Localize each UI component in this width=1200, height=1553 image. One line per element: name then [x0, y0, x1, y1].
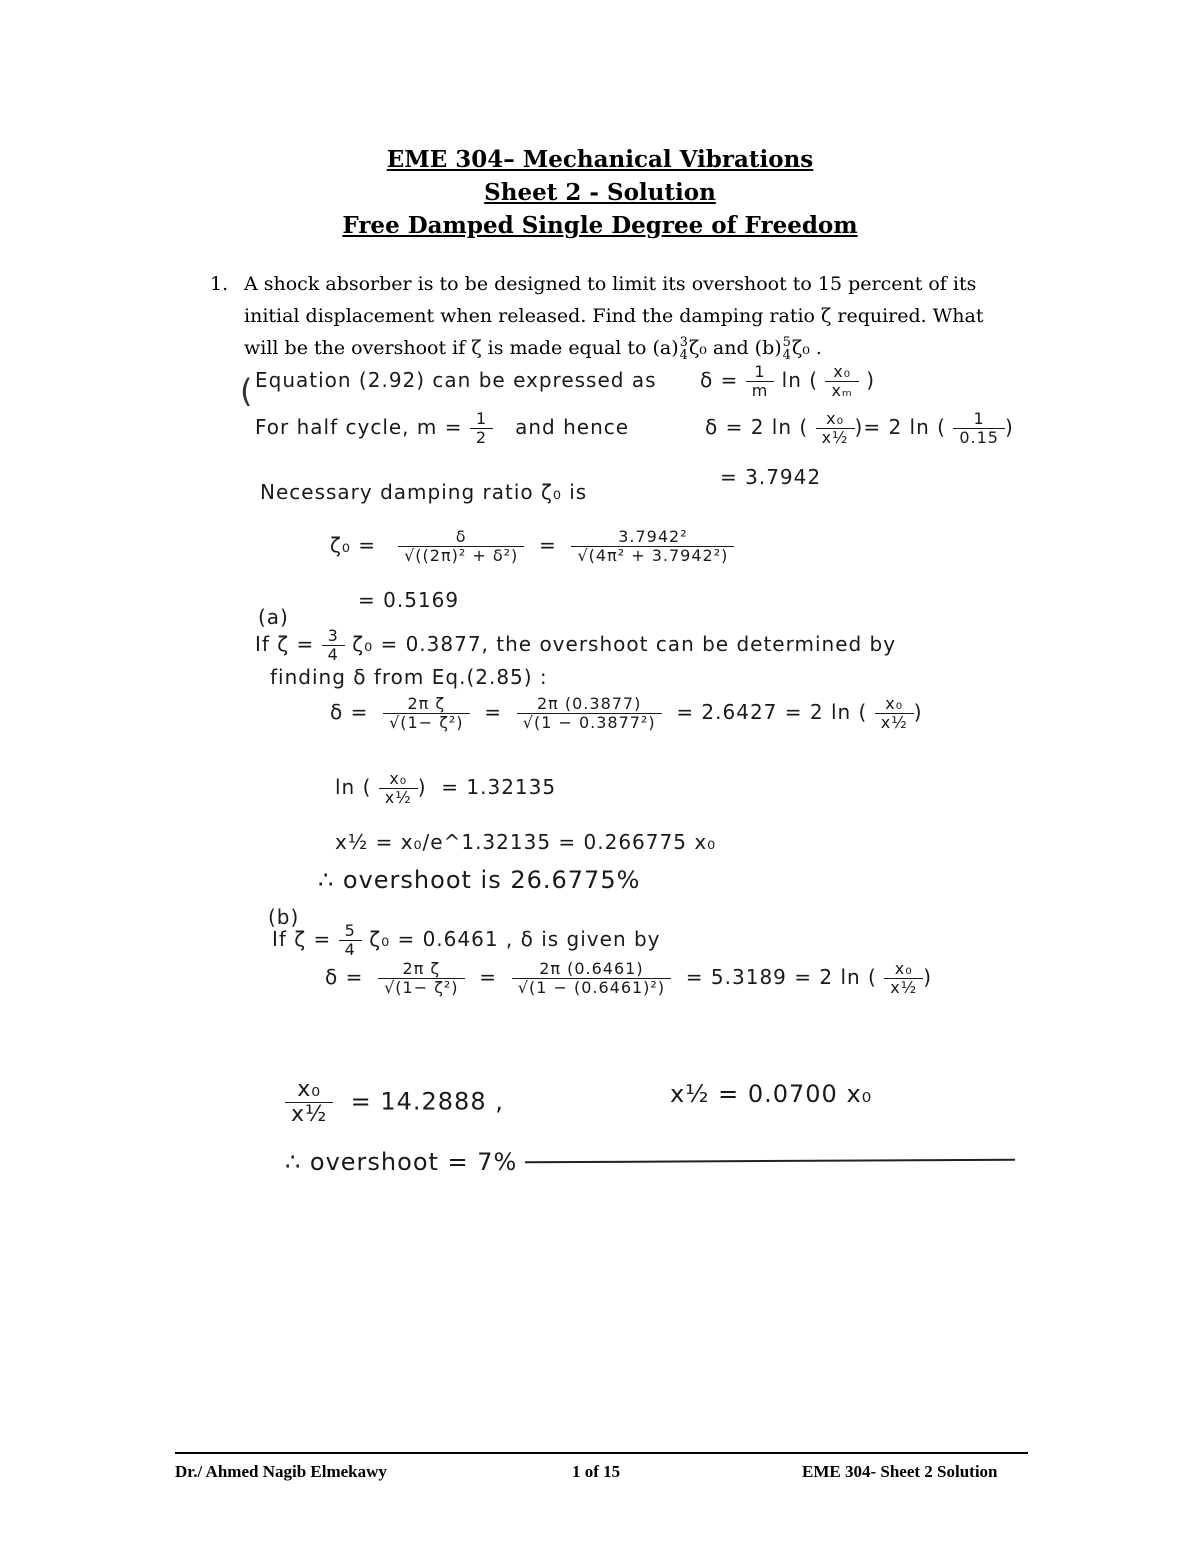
- sol-b-3-right: x½ = 0.0700 x₀: [670, 1080, 873, 1108]
- sol-b-3: [285, 1078, 504, 1127]
- eq-frac-1-m: [746, 363, 775, 400]
- sol-a-6: ∴ overshoot is 26.6775%: [318, 866, 641, 894]
- question-1: [210, 268, 1030, 364]
- frac-num: x₀: [825, 363, 858, 382]
- frac-den: x½: [291, 1102, 328, 1127]
- frac-num: 2π (0.3877): [517, 695, 662, 714]
- a3-ln-frac: [875, 695, 914, 732]
- half-cycle-text: For half cycle, m =: [255, 415, 463, 439]
- question-line-2: initial displacement when released. Find the damping ratio ζ required. What: [244, 305, 984, 327]
- if-zeta: If ζ =: [272, 927, 332, 951]
- part-b-label: (b): [268, 905, 300, 929]
- a3-frac-2: [517, 695, 662, 732]
- frac-den: √(1 − 0.3877²): [522, 713, 656, 732]
- sol-line-2-eq: δ = 2 ln ( $\frac{\text{x₀}}{\text{x½}}$ )= 2 ln ( $\frac{1}{0.15}$ ): [705, 409, 1014, 447]
- eq-frac: [816, 410, 855, 447]
- frac-num: x₀: [884, 960, 923, 979]
- sol-line-5: [330, 528, 734, 565]
- eq-sign: =: [479, 965, 498, 989]
- frac-num: 3: [322, 627, 345, 646]
- sol-a-3: δ = $\frac{\text{2π ζ}}{\text{√(1− ζ²)}}$ = $\frac{2\pi (0.3877)}{\text{√(1 − 0.3877²)}}$ = 2.6427 = 2 ln ( $\frac{\text{x₀}}{\text{x½}}$ ): [330, 694, 923, 732]
- delta-lhs: δ =: [325, 965, 364, 989]
- frac-den: 2: [475, 428, 488, 447]
- frac-den: √(1− ζ²): [389, 713, 464, 732]
- frac-den: x½: [821, 428, 849, 447]
- sheet-title: Sheet 2 - Solution: [484, 179, 716, 206]
- eq-ln: ln: [781, 368, 802, 392]
- delta-lhs: δ =: [330, 700, 369, 724]
- eq-frac-x0-xm: [825, 363, 858, 400]
- sol-a-5: x½ = x₀/e^1.32135 = 0.266775 x₀: [335, 830, 717, 854]
- question-number: 1.: [210, 273, 229, 295]
- zeta0-frac: [398, 528, 524, 565]
- sol-a-1: [255, 627, 896, 664]
- footer-page: 1 of 15: [572, 1462, 621, 1481]
- b2-result: = 5.3189 = 2 ln: [685, 965, 861, 989]
- b1-rest: ζ₀ = 0.6461 , δ is given by: [369, 927, 661, 951]
- frac-den: x½: [880, 713, 908, 732]
- frac-num: 2π ζ: [383, 695, 469, 714]
- if-zeta: If ζ =: [255, 632, 315, 656]
- a4-frac: [379, 770, 418, 807]
- sol-line-3: = 3.7942: [720, 465, 822, 489]
- sol-line-2-text: [255, 410, 629, 447]
- a3-result: = 2.6427 = 2 ln: [676, 700, 852, 724]
- fraction-a: [680, 336, 688, 362]
- footer-doc: EME 304- Sheet 2 Solution: [802, 1462, 998, 1481]
- frac-num: x₀: [875, 695, 914, 714]
- b3-frac: [285, 1078, 333, 1127]
- three-quarters: [322, 627, 345, 664]
- eq-mid: = 2 ln: [863, 415, 930, 439]
- five-quarters: [339, 922, 362, 959]
- frac-num: x₀: [379, 770, 418, 789]
- question-line-3: [244, 332, 1030, 364]
- frac-num: 3.7942²: [571, 528, 734, 547]
- frac-num: 1: [746, 363, 775, 382]
- b2-ln-frac: [884, 960, 923, 997]
- sol-b-4: ∴ overshoot = 7%: [285, 1148, 518, 1176]
- a4-value: = 1.32135: [441, 775, 557, 799]
- zeta0-lhs: ζ₀ =: [330, 533, 377, 557]
- eq-delta: δ =: [700, 368, 739, 392]
- sol-a-2: finding δ from Eq.(2.85) :: [270, 665, 548, 689]
- sol-b-1: [272, 922, 661, 959]
- frac-num: 1: [470, 410, 493, 429]
- sol-line-1-text: Equation (2.92) can be expressed as: [255, 368, 657, 392]
- fraction-a-den: 4: [679, 348, 688, 363]
- eq-sign: =: [484, 700, 503, 724]
- ln: ln: [335, 775, 356, 799]
- question-line-3-start: will be the overshoot if ζ is made equal to (a): [244, 337, 679, 359]
- frac-num: 5: [339, 922, 362, 941]
- frac-den: x½: [384, 788, 412, 807]
- zeta0-frac-num: [571, 528, 734, 565]
- sol-line-6: = 0.5169: [358, 588, 460, 612]
- footer-author: Dr./ Ahmed Nagib Elmekawy: [175, 1462, 387, 1481]
- frac-num: δ: [398, 528, 524, 547]
- frac-den: √((2π)² + δ²): [404, 546, 519, 565]
- frac-num: x₀: [285, 1078, 333, 1103]
- half-frac: [470, 410, 493, 447]
- frac-num: 2π (0.6461): [512, 960, 671, 979]
- zeta0-a: ζ₀: [688, 337, 707, 359]
- question-end: .: [809, 337, 822, 359]
- title-block: [0, 143, 1200, 242]
- frac-den: √(4π² + 3.7942²): [577, 546, 729, 565]
- eq-frac-015: [953, 410, 1005, 447]
- fraction-a-num: 3: [679, 335, 688, 350]
- frac-den: √(1 − (0.6461)²): [517, 978, 666, 997]
- eq-sign: =: [538, 533, 557, 557]
- fraction-b-num: 5: [782, 335, 791, 350]
- bracket-mark: (: [240, 372, 253, 410]
- part-a-label: (a): [258, 605, 289, 629]
- b3-value: = 14.2888 ,: [350, 1087, 504, 1116]
- frac-num: x₀: [816, 410, 855, 429]
- b2-frac: [378, 960, 464, 997]
- sol-line-1-eq: δ = $\frac{1}{m}$ ln ( $\frac{\text{x₀}}{\text{xₘ}}$ ): [700, 362, 876, 400]
- frac-den: 4: [327, 645, 339, 664]
- fraction-b: [783, 336, 791, 362]
- sol-b-2: δ = $\frac{\text{2π ζ}}{\text{√(1− ζ²)}}$ = $\frac{2\pi (0.6461)}{\text{√(1 − (0.6461)²)}}$ = 5.3189 = 2 ln ( $\frac{\text{x₀}}{\text{x½}}$ ): [325, 959, 933, 997]
- and-hence-text: and hence: [515, 415, 630, 439]
- frac-den: 4: [344, 940, 356, 959]
- frac-den: 0.15: [959, 428, 999, 447]
- frac-den: m: [751, 381, 769, 400]
- frac-num: 2π ζ: [378, 960, 464, 979]
- frac-den: xₘ: [831, 381, 853, 400]
- sol-line-4: Necessary damping ratio ζ₀ is: [260, 480, 588, 504]
- eq-lhs: δ = 2 ln: [705, 415, 793, 439]
- footer-rule: [175, 1452, 1028, 1454]
- frac-den: √(1− ζ²): [384, 978, 459, 997]
- frac-den: x½: [890, 978, 918, 997]
- zeta0-b: ζ₀: [791, 337, 810, 359]
- fraction-b-den: 4: [782, 348, 791, 363]
- b2-frac-2: [512, 960, 671, 997]
- frac-num: 1: [953, 410, 1005, 429]
- question-text: [244, 268, 1030, 364]
- question-line-1: A shock absorber is to be designed to limit its overshoot to 15 percent of its: [244, 273, 977, 295]
- topic-title: Free Damped Single Degree of Freedom: [342, 212, 858, 239]
- underline-stroke: [525, 1159, 1015, 1164]
- question-mid: and (b): [706, 337, 782, 359]
- course-title: EME 304– Mechanical Vibrations: [386, 146, 814, 173]
- a1-rest: ζ₀ = 0.3877, the overshoot can be determined by: [352, 632, 897, 656]
- sol-a-4: ln ( $\frac{\text{x₀}}{\text{x½}}$ ) = 1.32135: [335, 769, 557, 807]
- a3-frac: [383, 695, 469, 732]
